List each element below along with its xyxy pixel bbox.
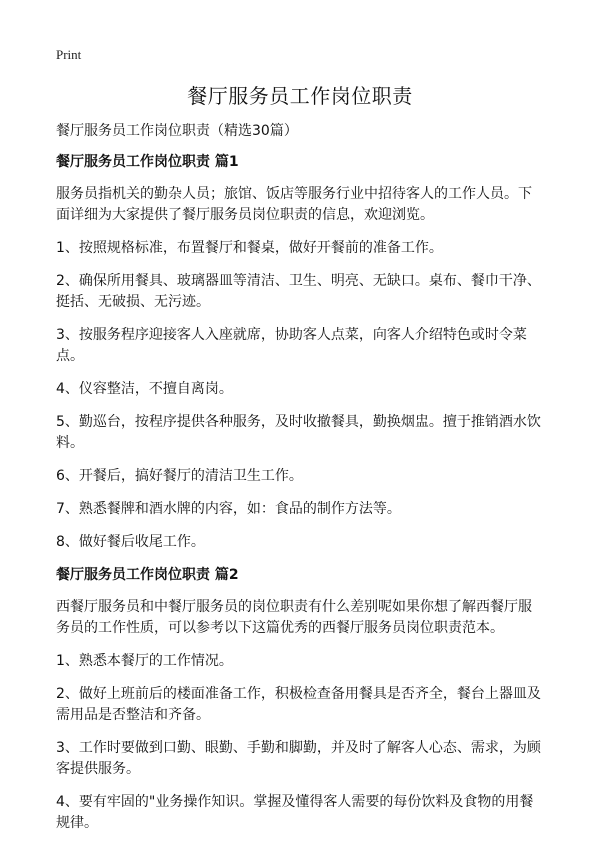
document-body	[56, 152, 544, 846]
list-item: 5、勤巡台，按程序提供各种服务，及时收撤餐具，勤换烟盅。擅于推销酒水饮料。	[56, 414, 541, 451]
document-subtitle: 餐厅服务员工作岗位职责（精选30篇）	[56, 123, 298, 139]
section-heading: 餐厅服务员工作岗位职责 篇1	[56, 154, 239, 170]
list-item: 6、开餐后，搞好餐厅的清洁卫生工作。	[56, 468, 303, 484]
list-item: 3、按服务程序迎接客人入座就席，协助客人点菜，向客人介绍特色或时令菜点。	[56, 327, 527, 364]
list-item: 2、确保所用餐具、玻璃器皿等清洁、卫生、明亮、无缺口。桌布、餐巾干净、挺括、无破损、无污迹。	[56, 273, 541, 310]
list-item: 7、熟悉餐牌和酒水牌的内容，如：食品的制作方法等。	[56, 501, 401, 517]
section-intro: 服务员指机关的勤杂人员；旅馆、饭店等服务行业中招待客人的工作人员。下面详细为大家提供了餐厅服务员岗位职责的信息，欢迎浏览。	[56, 186, 532, 223]
section-intro: 西餐厅服务员和中餐厅服务员的岗位职责有什么差别呢如果你想了解西餐厅服务员的工作性质，可以参考以下这篇优秀的西餐厅服务员岗位职责范本。	[56, 599, 532, 636]
list-item: 1、按照规格标准，布置餐厅和餐桌，做好开餐前的准备工作。	[56, 240, 443, 256]
list-item: 3、工作时要做到口勤、眼勤、手勤和脚勤，并及时了解客人心态、需求，为顾客提供服务。	[56, 740, 541, 777]
list-item: 2、做好上班前后的楼面准备工作，积极检查备用餐具是否齐全，餐台上器皿及需用品是否整洁和齐备。	[56, 686, 541, 723]
list-item: 4、仪容整洁，不擅自离岗。	[56, 381, 233, 397]
section-heading: 餐厅服务员工作岗位职责 篇2	[56, 567, 239, 583]
section-1	[56, 152, 544, 553]
section-2	[56, 565, 544, 834]
list-item: 8、做好餐后收尾工作。	[56, 534, 205, 550]
page-title: 餐厅服务员工作岗位职责	[187, 84, 413, 108]
print-label: Print	[56, 47, 82, 62]
list-item: 1、熟悉本餐厅的工作情况。	[56, 653, 233, 669]
list-item: 4、要有牢固的"业务操作知识。掌握及懂得客人需要的每份饮料及食物的用餐规律。	[56, 794, 534, 831]
